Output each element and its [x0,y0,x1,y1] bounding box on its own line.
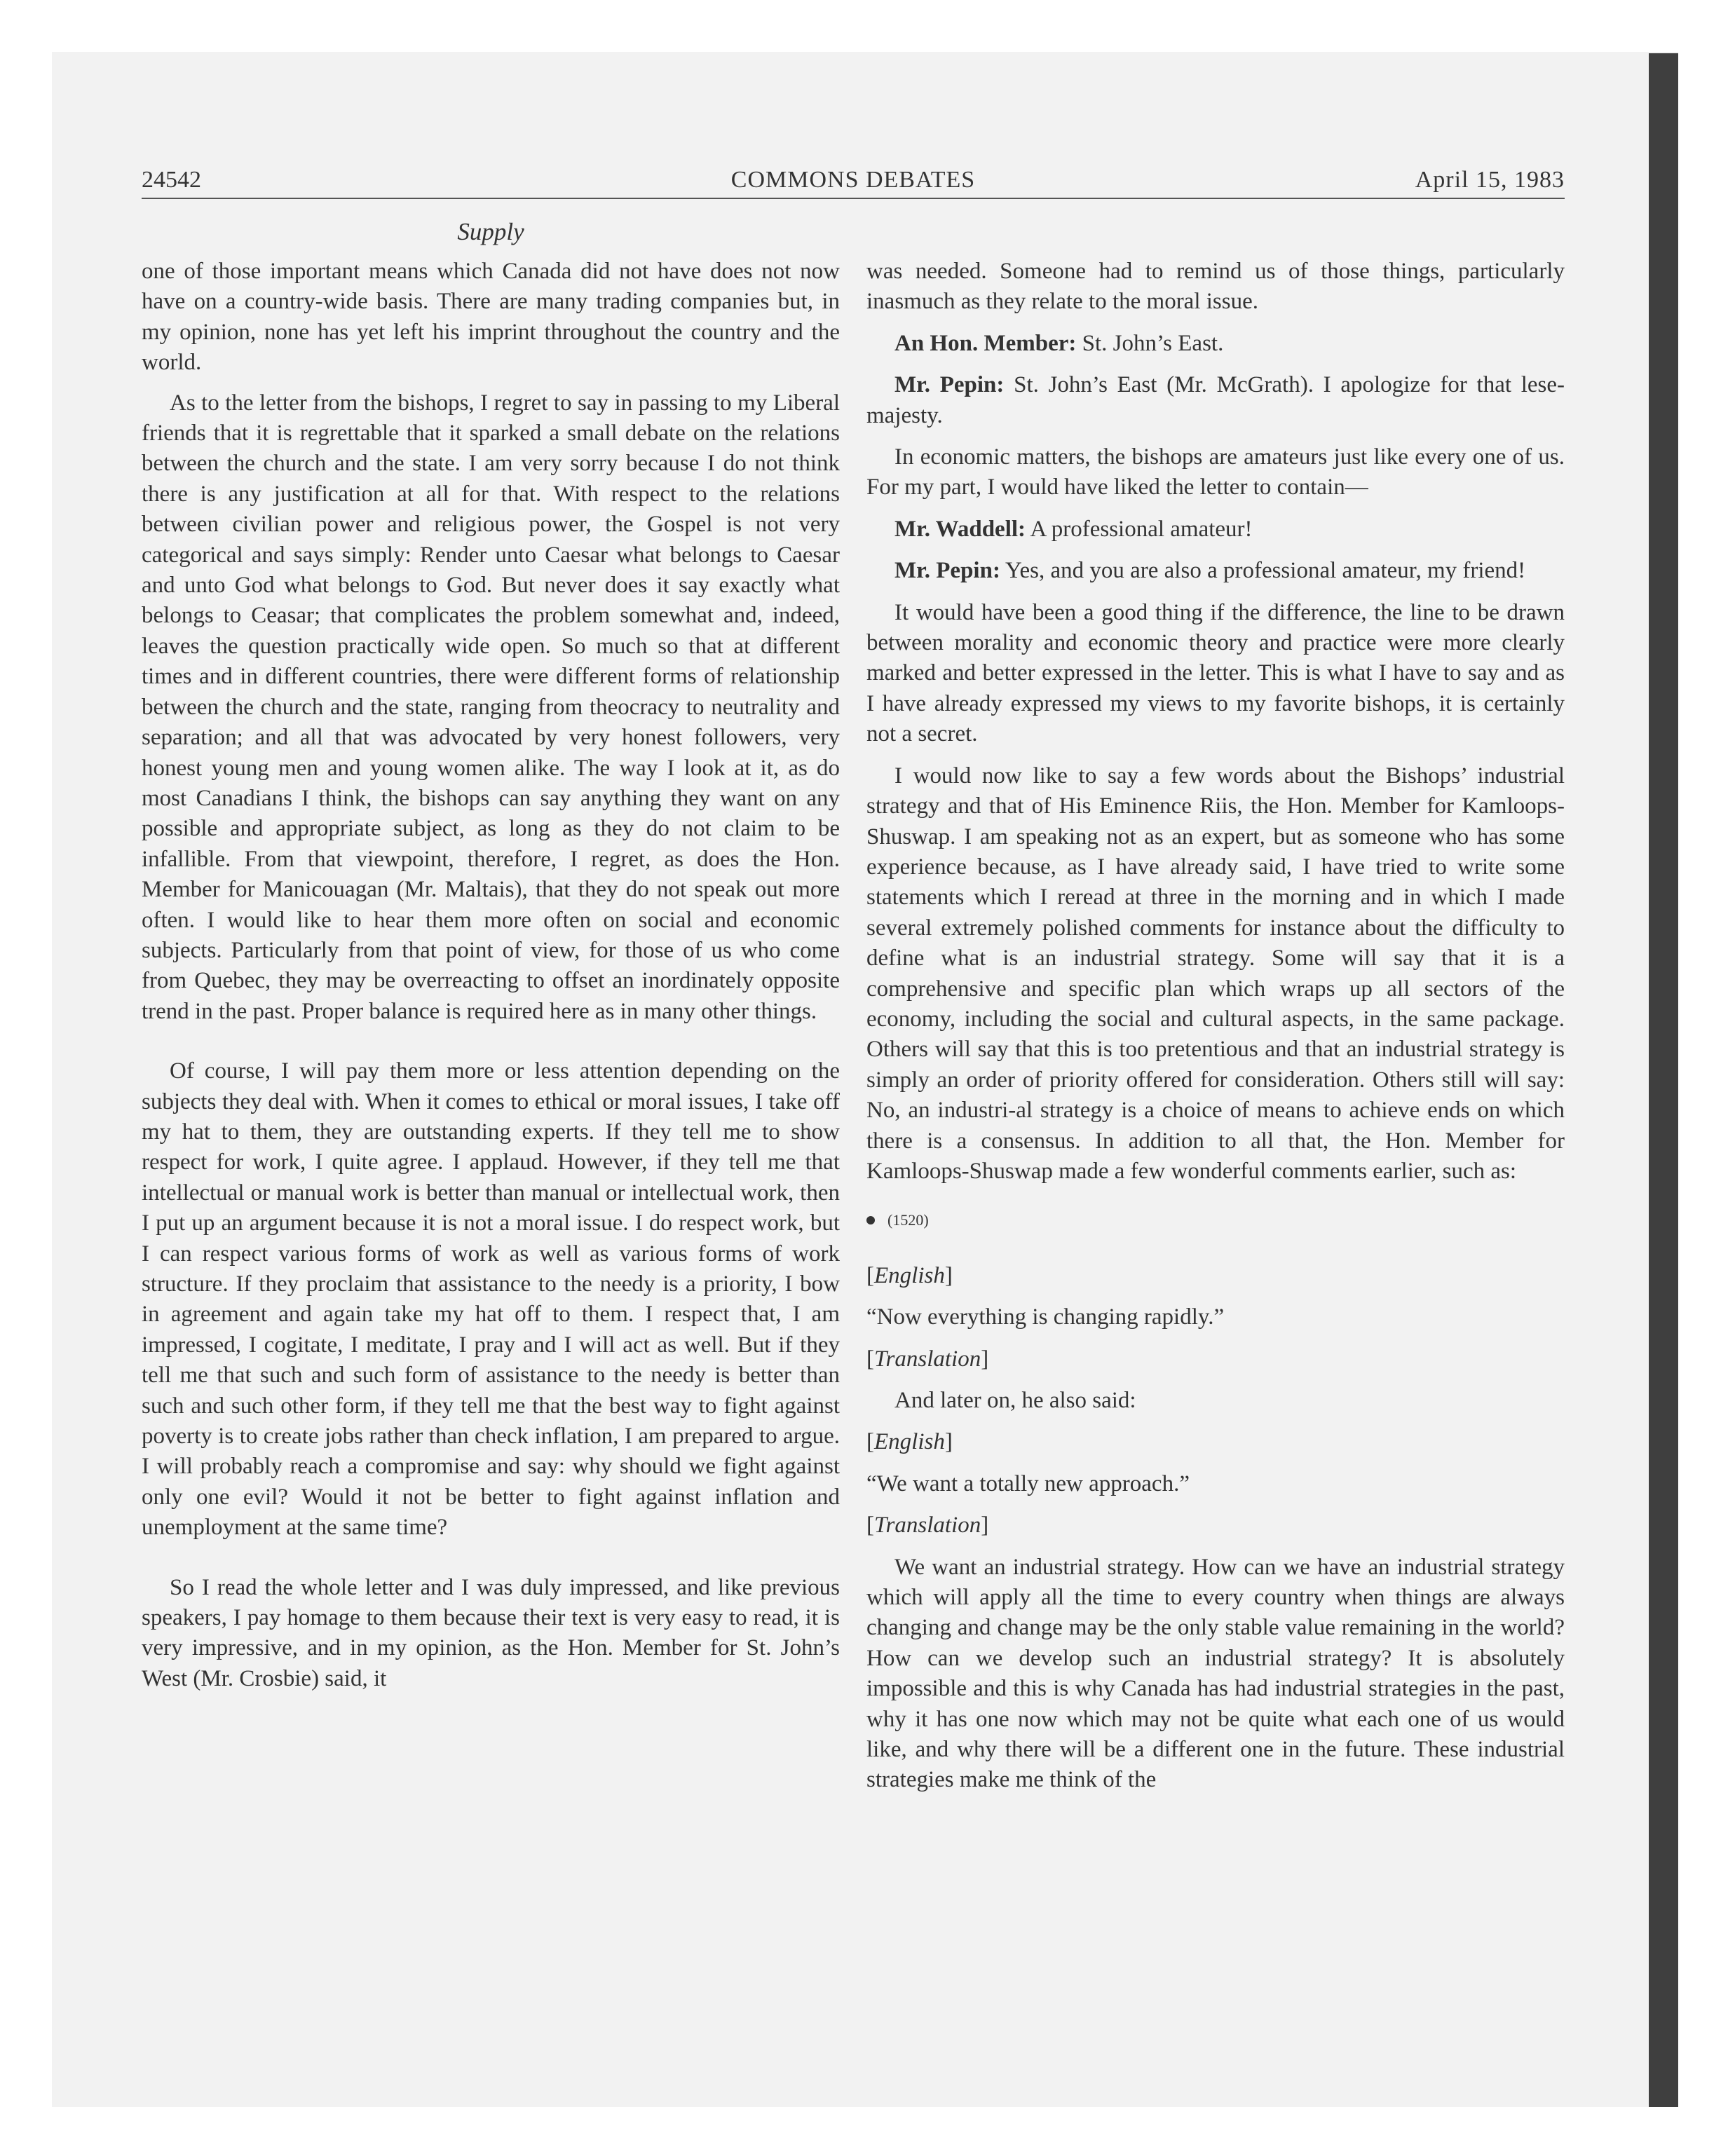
speech-entry [866,556,1565,586]
paragraph: was needed. Someone had to remind us of those things, particularly inasmuch as they relate to the moral issue. [866,259,1565,315]
speaker-name: Mr. Pepin: [894,558,1000,584]
language-tag: [Translation] [866,1346,989,1372]
paragraph: We want an industrial strategy. How can we have an industrial strategy which will apply all the time to every country when things are always changing and change may be the only stable value remaining in the world? How can we develop such an industrial strategy? It is absolutely impossible and this is why Canada has had industrial strategies in the past, why it has one now which may not be quite what each one of us would like, and why there will be a different one in the future. These industrial strategies make me think of the [866,1554,1565,1793]
page-number: 24542 [142,167,201,193]
speech-text: A professional amateur! [1026,516,1253,542]
quote: “Now everything is changing rapidly.” [866,1304,1225,1330]
paragraph: So I read the whole letter and I was duly impressed, and like previous speakers, I pay homage to them because their text is very easy to read, it is very impressive, and in my opinion, as the Hon. Member for St. John’s West (Mr. Crosbie) said, it [142,1574,840,1691]
time-marker-text: (1520) [887,1211,929,1229]
paragraph: In economic matters, the bishops are amateurs just like every one of us. For my part, I would have liked the letter to contain— [866,444,1565,500]
document-page [142,163,1565,1793]
running-header [142,163,1565,199]
speaker-name: An Hon. Member: [894,330,1077,356]
speech-text: Yes, and you are also a professional amateur, my friend! [1000,558,1526,584]
speaker-name: Mr. Waddell: [894,516,1026,542]
scan-edge-bar [1649,53,1678,2107]
language-tag: [English] [866,1262,953,1288]
speech-entry [866,370,1565,431]
language-tag-text: English [874,1262,945,1288]
quote: “We want a totally new approach.” [866,1471,1190,1496]
speech-entry [866,514,1565,545]
speech-text: St. John’s East (Mr. McGrath). I apologize for that lese-majesty. [866,372,1565,428]
language-tag-text: English [874,1429,945,1455]
language-tag: [Translation] [866,1513,989,1538]
bullet-icon [866,1216,875,1224]
language-tag-text: Translation [874,1513,981,1538]
journal-title: COMMONS DEBATES [730,167,976,193]
paragraph: And later on, he also said: [894,1388,1136,1413]
paragraph: one of those important means which Canada did not have does not now have on a country-wide basis. There are many trading companies but, in my opinion, none has yet left his imprint throughout the country and the world. [142,259,840,376]
paragraph: Of course, I will pay them more or less attention depending on the subjects they deal with. When it comes to ethical or moral issues, I take off my hat to them, they are outstanding experts. If they tell me to show respect for work, I quite agree. I applaud. However, if they tell me that intellectual or manual work is better than manual or intellectual work, then I put up an argument because it is not a moral issue. I do respect work, but I can respect various forms of work as well as various forms of work structure. If they proclaim that assistance to the needy is a priority, I bow in agreement and again take my hat off to them. I respect that, I am impressed, I cogitate, I meditate, I pray and I will act as well. But if they tell me that such and such form of assistance to the needy is better than such and such other form, if they tell me that the best way to fight against poverty is to create jobs rather than check inflation, I am prepared to argue. I will probably reach a compromise and say: why should we fight against only one evil? Would it not be better to fight against inflation and unemployment at the same time? [142,1058,840,1541]
paragraph: As to the letter from the bishops, I regret to say in passing to my Liberal friends that it is regrettable that it sparked a small debate on the relations between the church and the state. I am very sorry because I do not think there is any justification at all for that. With respect to the relations between civilian power and religious power, the Gospel is not very categorical and says simply: Render unto Caesar what belongs to Caesar and unto God what belongs to God. But never does it say exactly what belongs to Ceasar; that complicates the problem somewhat and, indeed, leaves the question practically wide open. So much so that at different times and in different countries, there were different forms of relationship between the church and the state, ranging from theocracy to neutrality and separation; and all that was advocated by very honest followers, very honest young men and young women alike. The way I look at it, as do most Canadians I think, the bishops can say anything they want on any possible and appropriate subject, as long as they do not claim to be infallible. From that viewpoint, therefore, I regret, as does the Hon. Member for Manicouagan (Mr. Maltais), that they do not speak out more often. I would like to hear them more often on social and economic subjects. Particularly from that point of view, for those of us who come from Quebec, they may be overreacting to offset an inordinately opposite trend in the past. Proper balance is required here as in many other things. [142,390,840,1024]
speech-text: St. John’s East. [1076,330,1224,356]
section-heading: Supply [457,218,524,245]
language-tag: [English] [866,1429,953,1455]
language-tag-text: Translation [874,1346,981,1372]
issue-date: April 15, 1983 [1415,167,1565,193]
paragraph: It would have been a good thing if the difference, the line to be drawn between morality and economic theory and practice were more clearly marked and better expressed in the letter. This is what I have to say and as I have already expressed my views to my favorite bishops, it is certainly not a secret. [866,599,1565,747]
time-marker [866,1205,1565,1235]
speaker-name: Mr. Pepin: [894,372,1005,398]
speech-entry [866,329,1565,359]
right-column [866,257,1565,1807]
paragraph: I would now like to say a few words about the Bishops’ industrial strategy and that of His Eminence Riis, the Hon. Member for Kamloops-Shuswap. I am speaking not as an expert, but as someone who has some experience because, as I have already said, I have tried to write some statements which I reread at three in the morning and in which I made several extremely polished comments for instance about the difficulty to define what is an industrial strategy. Some will say that it is a comprehensive and specific plan which wraps up all sectors of the economy, including the social and cultural aspects, in the same package. Others will say that this is too pretentious and that an industrial strategy is simply an order of priority offered for consideration. Others still will say: No, an industri-al strategy is a choice of means to achieve ends on which there is a consensus. In addition to all that, the Hon. Member for Kamloops-Shuswap made a few wonderful comments earlier, such as: [866,763,1565,1184]
left-column [142,257,840,1704]
